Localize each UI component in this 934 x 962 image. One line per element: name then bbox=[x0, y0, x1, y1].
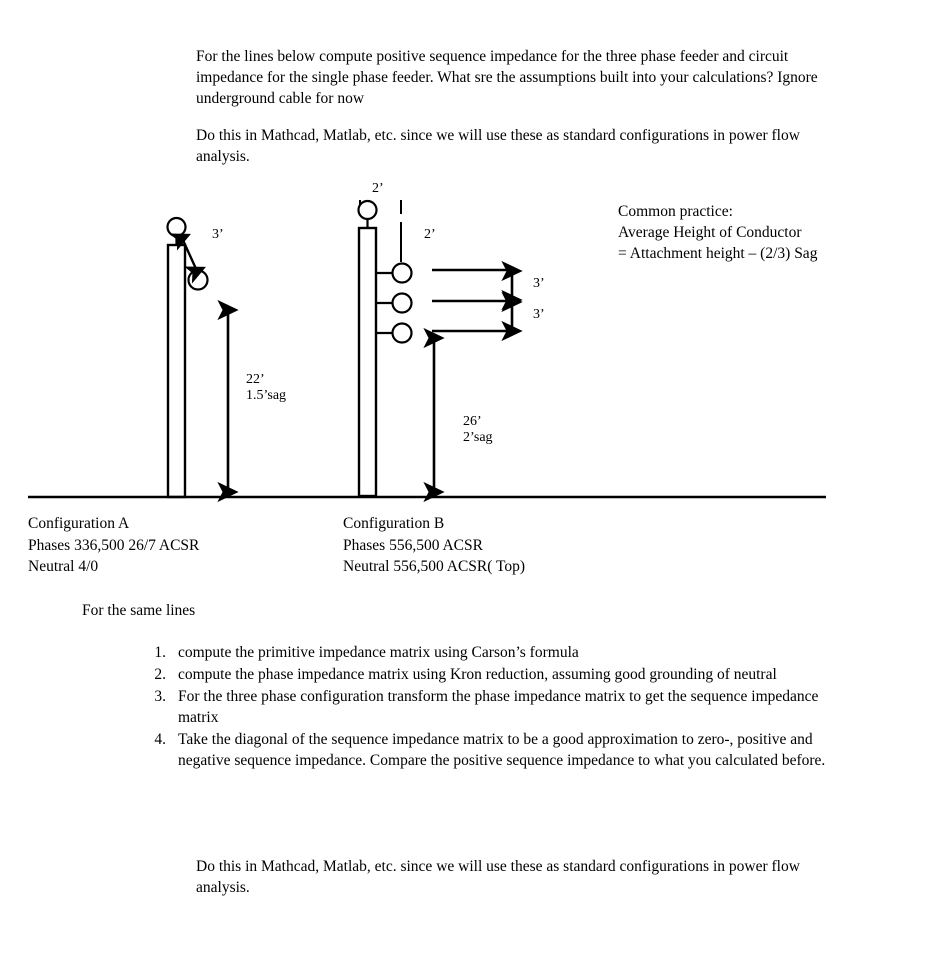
config-b-drawing bbox=[359, 181, 545, 496]
task-number: 2. bbox=[154, 666, 166, 683]
task-list-item bbox=[140, 729, 840, 771]
config-a-spacing-label: 3’ bbox=[212, 227, 224, 242]
config-a-pole bbox=[168, 245, 185, 497]
config-b-phase-spacing-label-1: 3’ bbox=[533, 276, 545, 291]
pole-configuration-figure bbox=[0, 170, 934, 510]
closing-paragraph bbox=[196, 856, 836, 898]
intro-paragraph-2 bbox=[196, 125, 836, 167]
same-lines-heading bbox=[82, 600, 482, 621]
task-text: compute the phase impedance matrix using Kron reduction, assuming good grounding of neutral bbox=[178, 666, 777, 683]
task-number: 4. bbox=[154, 731, 166, 748]
config-b-neutral-offset-label: 2’ bbox=[424, 227, 436, 242]
task-list-item bbox=[140, 686, 840, 728]
same-lines-heading-text: For the same lines bbox=[82, 602, 196, 619]
config-a-neutral-conductor-icon bbox=[168, 218, 186, 236]
intro-paragraph-1 bbox=[196, 46, 836, 109]
config-b-top-offset-label: 2’ bbox=[372, 181, 384, 196]
config-a-phases: Phases 336,500 26/7 ACSR bbox=[28, 536, 200, 554]
config-a-caption bbox=[28, 513, 328, 578]
config-b-neutral: Neutral 556,500 ACSR( Top) bbox=[343, 558, 526, 575]
config-a-neutral: Neutral 4/0 bbox=[28, 558, 99, 575]
config-a-title: Configuration A bbox=[28, 515, 130, 532]
config-b-phase-a-conductor-icon bbox=[393, 264, 412, 283]
config-a-phase-conductor-icon bbox=[189, 271, 208, 290]
common-practice-line-1: Common practice: bbox=[618, 203, 733, 220]
task-list bbox=[140, 642, 840, 772]
config-b-phase-c-conductor-icon bbox=[393, 324, 412, 343]
intro-paragraph-2-text: Do this in Mathcad, Matlab, etc. since we will use these as standard configurations in power flow analysis. bbox=[196, 127, 800, 165]
config-b-phases: Phases 556,500 ACSR bbox=[343, 536, 483, 554]
task-text: Take the diagonal of the sequence impedance matrix to be a good approximation to zero-, positive and negative sequence impedance. Compare the positive sequence impedance to what you calculated before. bbox=[178, 731, 826, 769]
config-b-sag-label: 2’sag bbox=[463, 430, 493, 445]
config-a-height-label: 22’ bbox=[246, 372, 265, 387]
task-text: For the three phase configuration transform the phase impedance matrix to get the sequence impedance matrix bbox=[178, 688, 819, 726]
config-b-phase-spacing-label-2: 3’ bbox=[533, 307, 545, 322]
task-text: compute the primitive impedance matrix using Carson’s formula bbox=[178, 644, 579, 661]
config-b-title: Configuration B bbox=[343, 515, 445, 532]
config-b-phase-b-conductor-icon bbox=[393, 294, 412, 313]
config-a-sag-label: 1.5’sag bbox=[246, 388, 287, 403]
task-number: 1. bbox=[154, 644, 166, 661]
common-practice-line-3: = Attachment height – (2/3) Sag bbox=[618, 245, 818, 262]
config-a-drawing bbox=[168, 218, 287, 497]
task-number: 3. bbox=[154, 688, 166, 705]
common-practice-line-2: Average Height of Conductor bbox=[618, 224, 802, 241]
closing-paragraph-text: Do this in Mathcad, Matlab, etc. since we will use these as standard configurations in power flow analysis. bbox=[196, 858, 800, 896]
intro-paragraph-1-text: For the lines below compute positive sequence impedance for the three phase feeder and circuit impedance for the single phase feeder. What sre the assumptions built into your calculations? Ignore underground cable for now bbox=[196, 48, 818, 107]
config-b-caption bbox=[343, 513, 673, 578]
config-b-neutral-conductor-icon bbox=[359, 201, 377, 219]
config-b-pole bbox=[359, 228, 376, 496]
task-list-item bbox=[140, 664, 840, 685]
task-list-item bbox=[140, 642, 840, 663]
config-b-height-label: 26’ bbox=[463, 414, 482, 429]
